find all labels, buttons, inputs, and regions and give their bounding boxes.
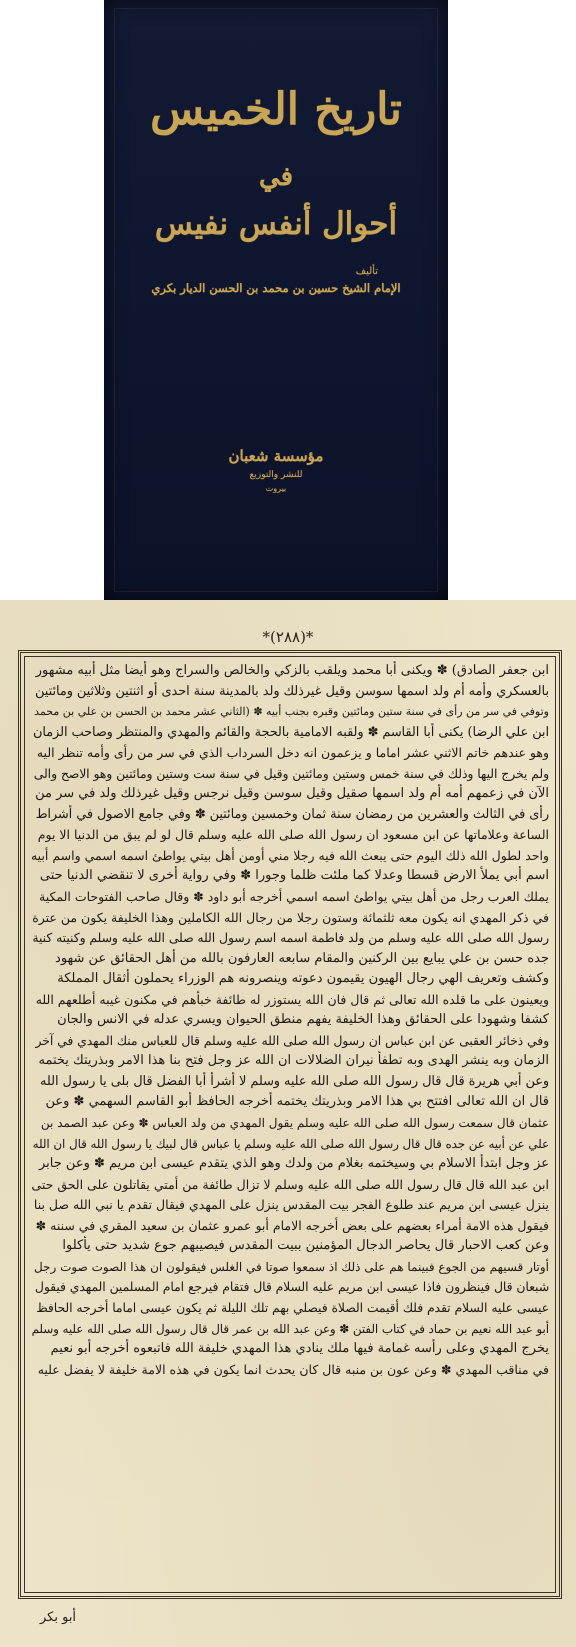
- text-line: قال ان الله تعالى افتتح بي هذا الامر وبذريتك يختمه أخرجه الحافظ أبو القاسم السهمي ✽ وعن: [45, 1094, 549, 1110]
- text-line: في مناقب المهدي ✽ وعن عون بن منبه قال كان يحدث انما يكون في هذه الامة خليفة لا يفضل عليه: [37, 1361, 549, 1377]
- cover-publisher-subtitle: للنشر والتوزيع: [249, 470, 303, 480]
- text-line: يملك العرب رجل من أهل بيتي يواطئ اسمه اسمي أخرجه أبو داود ✽ وقال صاحب الفتوحات المكية: [39, 889, 549, 905]
- book-page: [0, 600, 576, 1647]
- text-line: عيسى عليه السلام تقدم فلك أقيمت الصلاة فيصلي بهم تلك الليلة ثم يكون عيسى اماما أخرجه الحافظ: [36, 1300, 549, 1315]
- text-line: في ذكر المهدي انه يكون معه ثلثمائة وستون رجلا من رجال الله الكاملين وهذا الخليفة يكون من عترة: [32, 909, 549, 925]
- text-line: كشفا وشهودا على الحقائق وهذا الخليفة يفهم منطق الحيوان ويسري عدله في الانس والجان: [57, 1012, 549, 1028]
- text-line: وكشف وتعريف الهي رجال الهيون يقيمون دعوته وينصرونه هم الوزراء يحملون أثقال المملكة: [57, 971, 549, 987]
- catchword: أبو بكر: [40, 1610, 77, 1625]
- text-line: وهو عندهم خاتم الاثني عشر اماما و يزعمون انه دخل السرداب الذي في سر من رأى وأمه تنظر اليه: [36, 745, 549, 761]
- text-line: رأى في الثالث والعشرين من رمضان سنة ثمان وخمسين ومائتين ✽ وفي جامع الاصول في أشراط: [35, 806, 549, 822]
- cover-author: الإمام الشيخ حسين بن محمد بن الحسن الديار بكري: [151, 281, 401, 295]
- cover-preposition: في: [258, 162, 294, 192]
- cover-subtitle: أحوال أنفس نفيس: [154, 206, 398, 242]
- text-line: علي عن أبيه عن جده قال قال رسول الله صلى الله عليه وسلم يا عباس قال لبيك يا رسول الله قال ان الله: [32, 1136, 549, 1151]
- text-line: عثمان قال سمعت رسول الله صلى الله عليه وسلم يقول المهدي من ولد العباس ✽ وعن عبد الصمد بن: [40, 1116, 549, 1131]
- text-line: بالعسكري وأمه أم ولد اسمها سوسن وقيل غيرذلك ولد بالمدينة سنة احدى أو اثنتين وثلاثين ومائتين: [35, 683, 549, 699]
- text-line: الساعة وعلاماتها عن ابن مسعود ان رسول الله صلى الله عليه وسلم قال لو لم يبق من الدنيا الا يوم: [37, 827, 549, 843]
- text-border-frame: [18, 650, 562, 1599]
- text-line: اسم أبي يملأ الارض قسطا وعدلا كما ملئت ظلما وجورا ✽ وفي رواية أخرى لا تنقضي الدنيا حتى: [39, 868, 549, 884]
- text-line: شبعان قال فينظرون فاذا عيسى ابن مريم عليه السلام قال فتقام فيرجع امام المسلمين المهدي فيقول: [34, 1280, 549, 1295]
- cover-publisher: مؤسسة شعبان: [228, 447, 324, 465]
- text-line: ابن جعفر الصادق) ✽ ويكنى أبا محمد ويلقب بالزكي والخالص والسراج وهو أيضا مثل أبيه مشهور: [35, 663, 549, 678]
- text-line: عز وجل ابتدأ الاسلام بي وسيختمه بغلام من ولدك وهو الذي يتقدم عيسى ابن مريم ✽ وعن جابر: [39, 1156, 549, 1172]
- text-line: واحد لطول الله ذلك اليوم حتى يبعث الله فيه رجلا مني أومن أهل بيتي يواطئ اسمه اسمي واسم أبيه: [31, 847, 549, 863]
- cover-authorship-label: تأليف: [355, 266, 378, 277]
- text-line: أوتار قسيهم من الجوع فبينما هم على ذلك اذ سمعوا صوتا في الغلس فيقولون ان هذا الصوت صوت رجل: [33, 1259, 549, 1274]
- text-line: الآن في زعمهم أمه أم ولد اسمها صقيل وقيل سوسن وقيل نرجس وقيل غيرذلك ولد في سر من: [35, 786, 549, 802]
- text-line: ينزل عيسى ابن مريم عند طلوع الفجر بيت المقدس ينزل على المهدي فيقال تقدم يا نبي الله صل بنا: [33, 1197, 549, 1213]
- text-line: وتوفي في سر من رأى في سنة ستين ومائتين وقبره بجنب أبيه ✽ (الثاني عشر محمد بن الحسن بن علي بن محمد: [34, 705, 549, 719]
- cover-background: [0, 0, 576, 600]
- page-text-block: [31, 661, 549, 1380]
- page-number: *(٢٨٨)*: [262, 628, 314, 646]
- cover-city: بيروت: [265, 484, 287, 493]
- text-line: ويعينون على ما قلده الله تعالى ثم قال فان الله يستوزر له طائفة خبأهم في مكنون غيبه أطلعهم الله: [35, 991, 549, 1007]
- text-line: فيقول هذه الامة أمراء بعضهم على بعض أخرجه الامام أبو عمرو عثمان بن سعيد المقري في سننه ✽: [35, 1217, 549, 1233]
- text-line: رسول الله صلى الله عليه وسلم من ولد فاطمة اسمه اسم رسول الله صلى الله عليه وسلم وكنيته كنية: [32, 931, 549, 946]
- text-line: جده حسن بن علي يبايع بين الركنين والمقام سابعه العارفون بالله من أهل الحقائق عن شهود: [55, 950, 549, 966]
- text-line: الزمان وبه ينشر الهدى وبه تطفأ نيران الضلالات ان الله عز وجل فتح بنا هذا الامر وبذريتك يختمه: [38, 1053, 549, 1069]
- text-line: أبو عبد الله نعيم بن حماد في كتاب الفتن ✽ وعن عبد الله بن عمر قال قال رسول الله صلى الله عليه وسلم: [31, 1321, 549, 1336]
- text-line: ابن علي الرضا) يكنى أبا القاسم ✽ ولقبه الامامية بالحجة والقائم والمهدي والمنتظر وصاحب الزمان: [32, 724, 549, 740]
- book-cover: [104, 0, 448, 600]
- cover-title: تاريخ الخميس: [150, 84, 402, 135]
- text-line: ابن عبد الله قال قال رسول الله صلى الله عليه وسلم لا تزال طائفة من أمتي يقاتلون على الحق حتى: [31, 1176, 549, 1192]
- text-line: وعن أبي هريرة قال قال رسول الله صلى الله عليه وسلم لا أشرأ أبا الفضل قال بلى يا رسول الله: [40, 1073, 549, 1089]
- text-line: ولم يخرج اليها وذلك في سنة خمس وستين ومائتين وقيل في سنة ست وستين ومائتين وهو الاصح والى: [33, 766, 549, 781]
- text-line: وفي ذخائر العقبى عن ابن عباس ان رسول الله صلى الله عليه وسلم قال للعباس منك المهدي في آخر: [35, 1033, 549, 1048]
- text-line: وعن كعب الاحبار قال يحاصر الدجال المؤمنين ببيت المقدس فيصيبهم جوع شديد حتى يأكلوا: [62, 1238, 549, 1254]
- text-line: يخرج المهدي وعلى رأسه غمامة فيها ملك ينادي هذا المهدي خليفة الله فاتبعوه أخرجه أبو نعيم: [50, 1341, 549, 1357]
